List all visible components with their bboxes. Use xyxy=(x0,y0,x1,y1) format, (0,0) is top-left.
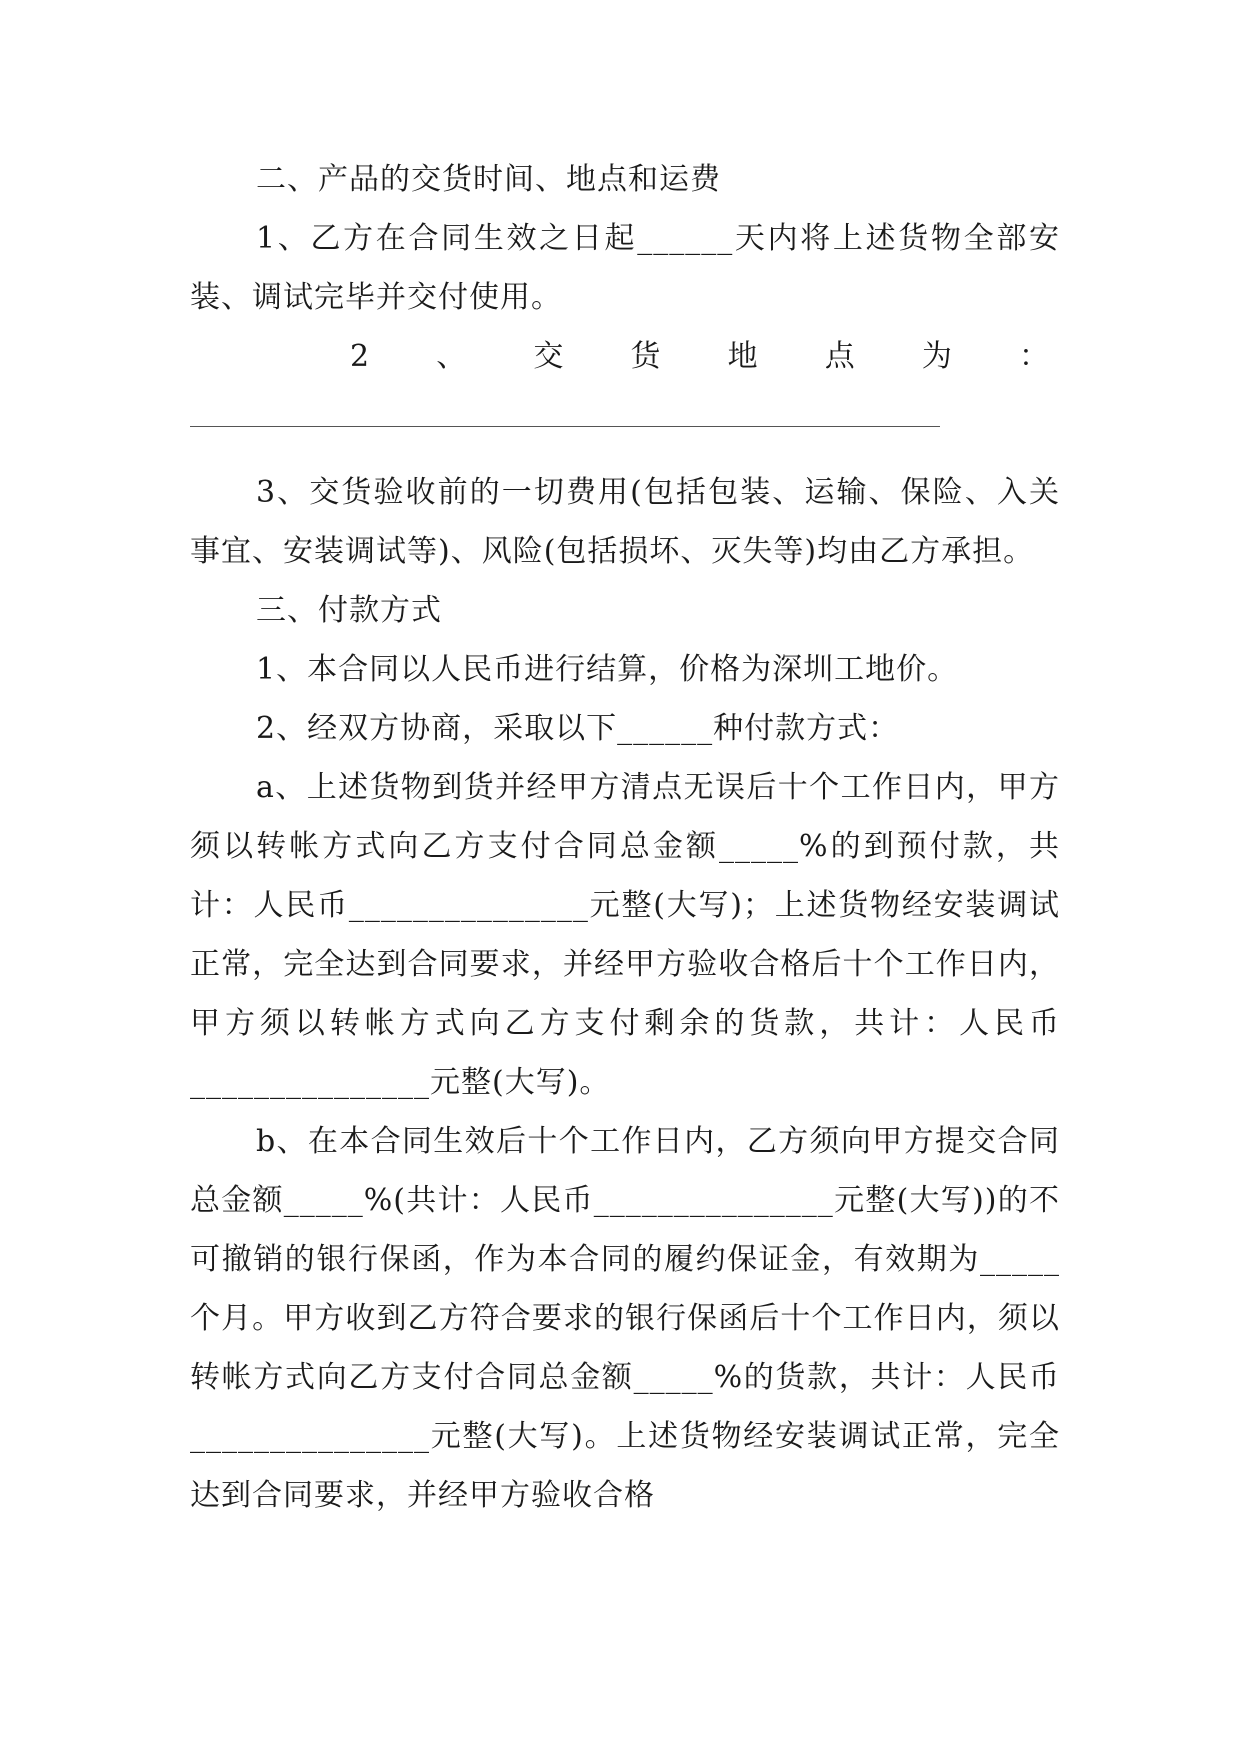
section-heading-delivery: 二、产品的交货时间、地点和运费 xyxy=(256,162,721,197)
clause-delivery-2-char: 为 xyxy=(921,339,953,374)
clause-delivery-3: 3、交货验收前的一切费用(包括包装、运输、保险、入关事宜、安装调试等)、风险(包括损坏、灭失等)均由乙方承担。 xyxy=(190,475,1060,569)
blank-rule xyxy=(190,426,940,427)
spacer xyxy=(190,445,1060,463)
clause-payment-1: 1、本合同以人民币进行结算，价格为深圳工地价。 xyxy=(256,652,959,687)
clause-delivery-2-char: 2 xyxy=(350,339,371,374)
document-body xyxy=(190,150,1060,1525)
section-heading-payment: 三、付款方式 xyxy=(256,593,442,628)
clause-delivery-2-char: 货 xyxy=(630,339,662,374)
clause-delivery-2-char: 点 xyxy=(824,339,856,374)
clause-delivery-2 xyxy=(190,327,1060,386)
clause-delivery-1: 1、乙方在合同生效之日起______天内将上述货物全部安装、调试完毕并交付使用。 xyxy=(190,221,1060,315)
clause-delivery-2-char: ： xyxy=(1018,339,1050,374)
clause-delivery-2-char: 交 xyxy=(533,339,565,374)
clause-payment-a: a、上述货物到货并经甲方清点无误后十个工作日内，甲方须以转帐方式向乙方支付合同总金额_____%的到预付款，共计：人民币_______________元整(大写)；上述货物经安装调试正常，完全达到合同要求，并经甲方验收合格后十个工作日内，甲方须以转帐方式向乙方支付剩余的货款，共计：人民币_______________元整(大写)。 xyxy=(190,770,1060,1100)
delivery-location-blank xyxy=(190,386,1060,445)
clause-payment-b: b、在本合同生效后十个工作日内，乙方须向甲方提交合同总金额_____%(共计：人民币_______________元整(大写))的不可撤销的银行保函，作为本合同的履约保证金，有效期为_____个月。甲方收到乙方符合要求的银行保函后十个工作日内，须以转帐方式向乙方支付合同总金额_____%的货款，共计：人民币_______________元整(大写)。上述货物经安装调试正常，完全达到合同要求，并经甲方验收合格 xyxy=(190,1124,1060,1513)
clause-delivery-2-char: 、 xyxy=(436,339,468,374)
clause-payment-2: 2、经双方协商，采取以下______种付款方式： xyxy=(256,711,900,746)
clause-delivery-2-char: 地 xyxy=(727,339,759,374)
